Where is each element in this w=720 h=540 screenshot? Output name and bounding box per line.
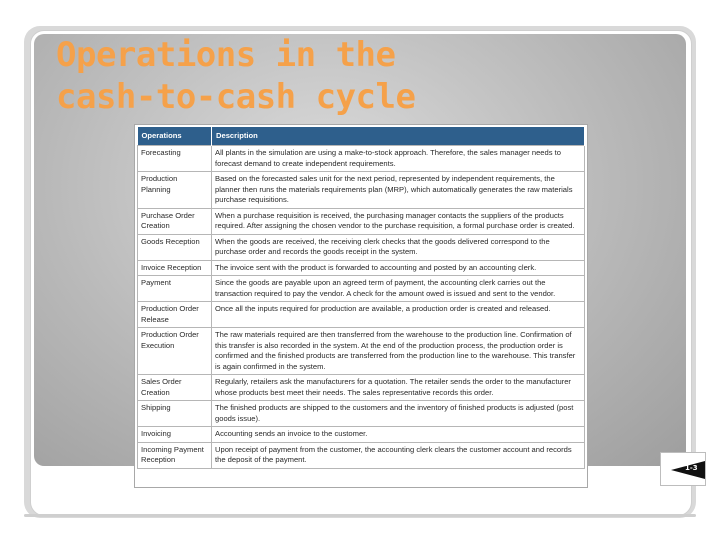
operation-cell: Sales Order Creation — [138, 375, 212, 401]
table-row — [138, 442, 585, 468]
table-row — [138, 401, 585, 427]
table-row — [138, 302, 585, 328]
table-row — [138, 427, 585, 443]
table-header-row — [138, 127, 585, 146]
operation-cell: Forecasting — [138, 146, 212, 172]
description-cell: Upon receipt of payment from the customer, the accounting clerk clears the customer account and records the deposit of the payment. — [212, 442, 585, 468]
table-row — [138, 234, 585, 260]
operations-table-container — [134, 124, 588, 488]
operation-cell: Shipping — [138, 401, 212, 427]
description-cell: All plants in the simulation are using a make-to-stock approach. Therefore, the sales manager needs to forecast demand to create independent requirements. — [212, 146, 585, 172]
table-row — [138, 146, 585, 172]
page-number-badge — [660, 452, 706, 486]
description-cell: Regularly, retailers ask the manufacturers for a quotation. The retailer sends the order to the manufacturer whose products best meet their needs. The sales representative records this order. — [212, 375, 585, 401]
operation-cell: Incoming Payment Reception — [138, 442, 212, 468]
slide-title: Operations in the cash-to-cash cycle — [56, 35, 416, 117]
operation-cell: Invoice Reception — [138, 260, 212, 276]
description-cell: When a purchase requisition is received, the purchasing manager contacts the suppliers of the products required. After assigning the chosen vendor to the purchase requisition, a formal purchase order is created. — [212, 208, 585, 234]
table-row — [138, 172, 585, 209]
header-operations: Operations — [138, 127, 212, 146]
slide-bottom-line — [24, 514, 696, 517]
table-row — [138, 276, 585, 302]
table-row — [138, 208, 585, 234]
operation-cell: Payment — [138, 276, 212, 302]
operation-cell: Production Planning — [138, 172, 212, 209]
description-cell: Once all the inputs required for production are available, a production order is created and released. — [212, 302, 585, 328]
operation-cell: Production Order Execution — [138, 328, 212, 375]
operations-table — [137, 127, 585, 469]
description-cell: Accounting sends an invoice to the customer. — [212, 427, 585, 443]
header-description: Description — [212, 127, 585, 146]
description-cell: The invoice sent with the product is forwarded to accounting and posted by an accounting clerk. — [212, 260, 585, 276]
operation-cell: Production Order Release — [138, 302, 212, 328]
description-cell: Since the goods are payable upon an agreed term of payment, the accounting clerk carries out the transaction required to pay the vendor. A check for the amount owed is issued and sent to the vendor. — [212, 276, 585, 302]
operation-cell: Invoicing — [138, 427, 212, 443]
page-number: 1-3 — [685, 464, 698, 472]
operation-cell: Goods Reception — [138, 234, 212, 260]
description-cell: The finished products are shipped to the customers and the inventory of finished products is adjusted (post goods issue). — [212, 401, 585, 427]
table-row — [138, 260, 585, 276]
page-number-arrow-icon — [661, 453, 707, 487]
operation-cell: Purchase Order Creation — [138, 208, 212, 234]
description-cell: The raw materials required are then transferred from the warehouse to the production line. Confirmation of this transfer is also recorded in the system. At the end of the production process, the production order is confirmed and the finished products are transferred from the production line to the warehouse. This transfer is again confirmed in the system. — [212, 328, 585, 375]
table-row — [138, 375, 585, 401]
description-cell: When the goods are received, the receiving clerk checks that the goods delivered correspond to the purchase order and records the goods receipt in the system. — [212, 234, 585, 260]
description-cell: Based on the forecasted sales unit for the next period, represented by independent requirements, the planner then runs the materials requirements plan (MRP), which automatically generates the raw materials purchase requisitions. — [212, 172, 585, 209]
table-row — [138, 328, 585, 375]
